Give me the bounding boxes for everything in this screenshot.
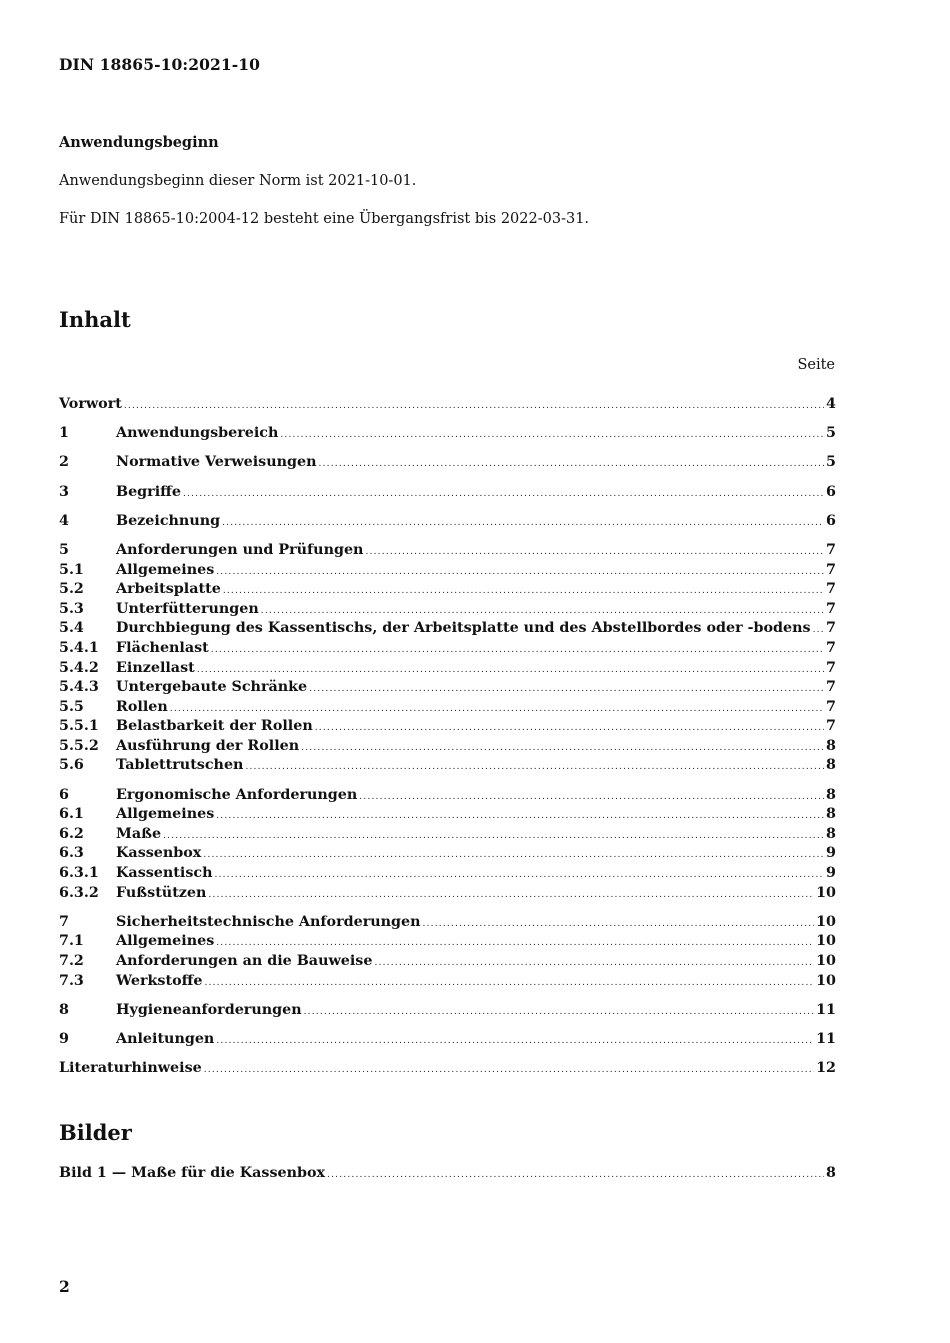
application-heading: Anwendungsbeginn [59, 134, 219, 151]
toc-entry-title: Einzellast [116, 659, 195, 676]
toc-entry-page: 6 [826, 512, 836, 529]
toc-entry-page: 8 [826, 786, 836, 803]
toc-entry-page: 5 [826, 425, 836, 442]
toc-entry-page: 7 [826, 561, 836, 578]
toc-title: Inhalt [59, 307, 131, 332]
toc-entry-title: Anleitungen [116, 1030, 215, 1047]
toc-dot-leader [183, 489, 824, 499]
figure-entry[interactable] [59, 1165, 836, 1185]
figures-title: Bilder [59, 1120, 132, 1145]
toc-dot-leader [204, 978, 814, 988]
toc-entry-number: 9 [59, 1030, 69, 1047]
toc-entry[interactable] [59, 640, 836, 660]
toc-entry-page: 8 [826, 737, 836, 754]
toc-entry[interactable] [59, 679, 836, 699]
toc-entry[interactable] [59, 581, 836, 601]
toc-entry-number: 4 [59, 512, 69, 529]
toc-entry-number: 5.5.2 [59, 737, 99, 754]
toc-entry[interactable] [59, 845, 836, 865]
toc-entry-number: 5.2 [59, 581, 84, 598]
toc-entry-page: 12 [816, 1060, 836, 1077]
toc-entry[interactable] [59, 914, 836, 934]
toc-entry[interactable] [59, 933, 836, 953]
toc-entry-number: 5.5.1 [59, 718, 99, 735]
toc-entry-number: 5.4 [59, 620, 84, 637]
toc-entry-title: Rollen [116, 698, 168, 715]
toc-entry-title: Anforderungen an die Bauweise [116, 953, 373, 969]
toc-dot-leader [813, 625, 824, 635]
toc-entry[interactable] [59, 738, 836, 758]
document-id-header: DIN 18865-10:2021-10 [59, 55, 261, 74]
toc-entry-title: Anforderungen und Prüfungen [116, 541, 364, 558]
toc-entry-title: Sicherheitstechnische Anforderungen [116, 913, 421, 930]
toc-entry-page: 10 [816, 933, 836, 950]
toc-entry-page: 10 [816, 884, 836, 901]
toc-entry[interactable] [59, 865, 836, 885]
toc-entry-page: 7 [826, 718, 836, 735]
toc-entry-title: Ausführung der Rollen [116, 737, 300, 754]
toc-dot-leader [124, 401, 824, 411]
toc-entry[interactable] [59, 1031, 836, 1051]
table-of-contents [59, 396, 836, 1080]
toc-entry-page: 10 [816, 953, 836, 969]
toc-entry-title: Literaturhinweise [59, 1060, 202, 1077]
toc-entry[interactable] [59, 542, 836, 562]
toc-entry-page: 7 [826, 659, 836, 676]
toc-entry-title: Allgemeines [116, 561, 215, 578]
toc-entry-number: 5.4.1 [59, 639, 99, 656]
toc-entry-number: 6.3.2 [59, 884, 99, 901]
toc-entry-number: 5.5 [59, 698, 84, 715]
toc-entry[interactable] [59, 757, 836, 777]
toc-dot-leader [216, 567, 824, 577]
toc-dot-leader [170, 704, 824, 714]
toc-dot-leader [211, 645, 824, 655]
toc-entry[interactable] [59, 513, 836, 533]
toc-entry[interactable] [59, 1060, 836, 1080]
toc-entry-number: 6.2 [59, 825, 84, 842]
toc-dot-leader [261, 606, 824, 616]
toc-entry[interactable] [59, 425, 836, 445]
toc-dot-leader [163, 831, 824, 841]
toc-entry-page: 10 [816, 913, 836, 930]
toc-entry-title: Hygieneanforderungen [116, 1001, 302, 1018]
toc-dot-leader [208, 890, 814, 900]
toc-entry-title: Untergebaute Schränke [116, 679, 308, 696]
toc-entry-number: 5.1 [59, 561, 84, 578]
toc-entry[interactable] [59, 396, 836, 416]
figure-entry-page: 8 [826, 1165, 836, 1181]
toc-entry-title: Kassenbox [116, 845, 202, 862]
toc-dot-leader [374, 958, 814, 968]
toc-entry-title: Allgemeines [116, 806, 215, 823]
toc-entry[interactable] [59, 826, 836, 846]
toc-entry[interactable] [59, 885, 836, 905]
toc-entry-title: Ergonomische Anforderungen [116, 786, 358, 803]
toc-entry-page: 5 [826, 454, 836, 471]
toc-entry-number: 6.3 [59, 845, 84, 862]
application-paragraph-transition: Für DIN 18865-10:2004-12 besteht eine Übergangsfrist bis 2022-03-31. [59, 211, 590, 227]
toc-entry-page: 9 [826, 865, 836, 882]
toc-entry-title: Anwendungsbereich [116, 425, 279, 442]
toc-entry-title: Begriffe [116, 483, 181, 500]
toc-entry[interactable] [59, 973, 836, 993]
toc-dot-leader [222, 518, 824, 528]
toc-entry-page: 7 [826, 639, 836, 656]
toc-dot-leader [301, 743, 824, 753]
toc-entry-number: 8 [59, 1001, 69, 1018]
toc-entry-title: Allgemeines [116, 933, 215, 950]
toc-entry-page: 9 [826, 845, 836, 862]
toc-entry-title: Tablettrutschen [116, 757, 244, 774]
toc-entry[interactable] [59, 1002, 836, 1022]
toc-dot-leader [280, 430, 824, 440]
toc-entry[interactable] [59, 718, 836, 738]
toc-entry-number: 6.3.1 [59, 865, 99, 882]
toc-dot-leader [245, 762, 824, 772]
toc-entry-number: 7 [59, 913, 69, 930]
toc-entry-number: 5.4.2 [59, 659, 99, 676]
toc-entry-number: 1 [59, 425, 69, 442]
toc-entry-title: Unterfütterungen [116, 600, 259, 617]
figure-entry-title: Bild 1 — Maße für die Kassenbox [59, 1165, 326, 1181]
toc-entry-page: 7 [826, 620, 836, 637]
toc-entry-page: 11 [816, 1030, 836, 1047]
toc-entry-number: 2 [59, 454, 69, 471]
toc-entry-title: Belastbarkeit der Rollen [116, 718, 313, 735]
toc-entry-page: 10 [816, 972, 836, 989]
toc-entry-title: Fußstützen [116, 884, 207, 901]
toc-entry-title: Werkstoffe [116, 972, 203, 989]
toc-entry[interactable] [59, 454, 836, 474]
toc-entry[interactable] [59, 699, 836, 719]
toc-entry-number: 6.1 [59, 806, 84, 823]
toc-entry-number: 5.3 [59, 600, 84, 617]
application-paragraph-start: Anwendungsbeginn dieser Norm ist 2021-10-01. [59, 173, 417, 189]
toc-entry-page: 8 [826, 757, 836, 774]
toc-entry-title: Maße [116, 825, 162, 842]
toc-dot-leader [359, 792, 824, 802]
toc-dot-leader [214, 870, 824, 880]
toc-entry-page: 7 [826, 698, 836, 715]
toc-entry[interactable] [59, 562, 836, 582]
toc-entry-number: 5.4.3 [59, 679, 99, 696]
toc-entry[interactable] [59, 660, 836, 680]
toc-entry[interactable] [59, 806, 836, 826]
toc-dot-leader [216, 811, 824, 821]
toc-entry-number: 5 [59, 541, 69, 558]
toc-dot-leader [223, 586, 824, 596]
toc-dot-leader [304, 1007, 814, 1017]
toc-entry-title: Arbeitsplatte [116, 581, 221, 598]
toc-dot-leader [203, 850, 824, 860]
toc-page-column-label: Seite [797, 357, 835, 373]
list-of-figures [59, 1165, 836, 1185]
page-number: 2 [59, 1277, 70, 1296]
toc-entry-number: 7.3 [59, 972, 84, 989]
toc-dot-leader [365, 547, 824, 557]
toc-dot-leader [197, 665, 824, 675]
toc-entry-page: 8 [826, 825, 836, 842]
toc-entry[interactable] [59, 484, 836, 504]
toc-entry-title: Bezeichnung [116, 512, 221, 529]
toc-entry[interactable] [59, 953, 836, 973]
toc-entry-title: Durchbiegung des Kassentischs, der Arbeitsplatte und des Abstellbordes oder -bodens [116, 620, 811, 637]
toc-dot-leader [216, 938, 814, 948]
toc-entry-title: Kassentisch [116, 865, 213, 882]
toc-entry-page: 7 [826, 581, 836, 598]
toc-entry-page: 6 [826, 483, 836, 500]
toc-entry[interactable] [59, 620, 836, 640]
figure-dot-leader [327, 1170, 824, 1180]
toc-entry-number: 5.6 [59, 757, 84, 774]
toc-entry[interactable] [59, 787, 836, 807]
toc-dot-leader [216, 1036, 814, 1046]
toc-entry-number: 6 [59, 786, 69, 803]
toc-dot-leader [423, 919, 815, 929]
toc-entry-page: 4 [826, 396, 836, 412]
toc-entry-page: 8 [826, 806, 836, 823]
toc-entry-page: 7 [826, 600, 836, 617]
toc-entry-number: 7.2 [59, 953, 84, 969]
toc-dot-leader [204, 1065, 814, 1075]
toc-entry-page: 11 [816, 1001, 836, 1018]
toc-entry-page: 7 [826, 679, 836, 696]
toc-entry-title: Normative Verweisungen [116, 454, 317, 471]
toc-entry-number: 7.1 [59, 933, 84, 950]
toc-entry-page: 7 [826, 541, 836, 558]
toc-entry[interactable] [59, 601, 836, 621]
toc-entry-title: Flächenlast [116, 639, 209, 656]
toc-entry-number: 3 [59, 483, 69, 500]
toc-dot-leader [309, 684, 824, 694]
toc-dot-leader [315, 723, 824, 733]
toc-entry-title: Vorwort [59, 396, 122, 412]
toc-dot-leader [319, 459, 825, 469]
